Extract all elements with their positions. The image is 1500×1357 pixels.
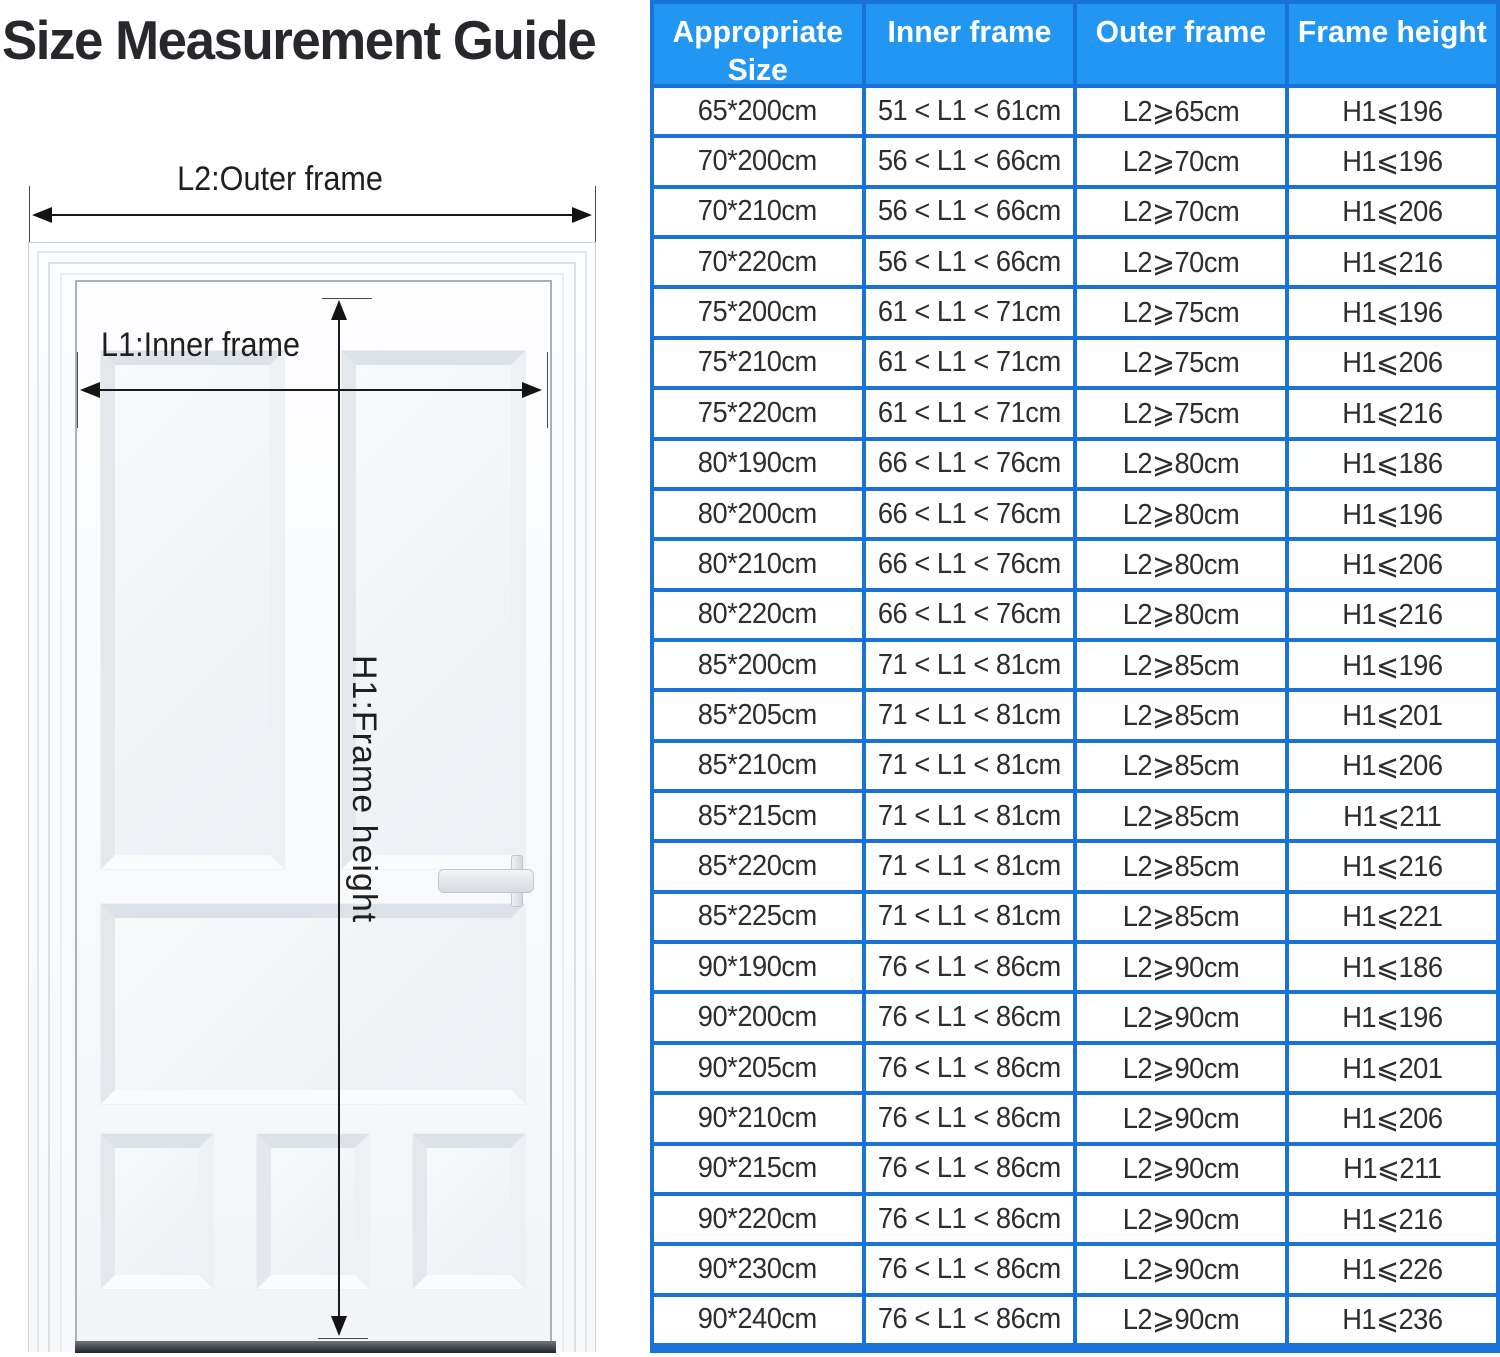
table-cell: 80*190cm (654, 441, 862, 487)
table-cell: H1⩽206 (1289, 743, 1497, 789)
table-cell: L2⩾70cm (1077, 189, 1285, 235)
door-panel-bottom-right (413, 1134, 525, 1289)
h1-arrowhead-down (331, 1316, 347, 1336)
l1-arrowhead-right (522, 382, 542, 398)
table-cell: 90*205cm (654, 1045, 862, 1091)
table-cell: 76 < L1 < 86cm (866, 1246, 1074, 1292)
h1-tick-bottom (318, 1338, 368, 1339)
table-cell: L2⩾90cm (1077, 1045, 1285, 1091)
table-cell: L2⩾80cm (1077, 441, 1285, 487)
table-cell: 51 < L1 < 61cm (866, 88, 1074, 134)
frame-height-label: H1:Frame height (345, 655, 383, 924)
table-cell: 75*200cm (654, 289, 862, 335)
table-cell: L2⩾90cm (1077, 1146, 1285, 1192)
table-cell: 76 < L1 < 86cm (866, 1196, 1074, 1242)
table-cell: H1⩽216 (1289, 1196, 1497, 1242)
table-cell: L2⩾90cm (1077, 994, 1285, 1040)
table-cell: 76 < L1 < 86cm (866, 994, 1074, 1040)
l2-arrowhead-left (32, 207, 52, 223)
table-cell: L2⩾85cm (1077, 793, 1285, 839)
table-cell: 61 < L1 < 71cm (866, 390, 1074, 436)
door-panel-middle (101, 904, 525, 1104)
table-cell: 90*200cm (654, 994, 862, 1040)
table-cell: L2⩾70cm (1077, 239, 1285, 285)
table-cell: 61 < L1 < 71cm (866, 340, 1074, 386)
header-cell-col4: Frame height (1289, 4, 1497, 84)
table-cell: H1⩽186 (1289, 441, 1497, 487)
table-cell: 85*220cm (654, 843, 862, 889)
table-cell: 76 < L1 < 86cm (866, 1045, 1074, 1091)
table-cell: L2⩾90cm (1077, 944, 1285, 990)
table-cell: 71 < L1 < 81cm (866, 793, 1074, 839)
table-cell: L2⩾85cm (1077, 894, 1285, 940)
door-panel-bottom-left (101, 1134, 213, 1289)
door-panel-top-left (101, 351, 284, 869)
table-cell: 75*210cm (654, 340, 862, 386)
page-title: Size Measurement Guide (2, 9, 596, 71)
table-cell: 76 < L1 < 86cm (866, 1297, 1074, 1343)
l1-tick-right (547, 352, 548, 428)
table-cell: 90*240cm (654, 1297, 862, 1343)
table-cell: 71 < L1 < 81cm (866, 743, 1074, 789)
table-cell: L2⩾85cm (1077, 692, 1285, 738)
table-cell: L2⩾70cm (1077, 138, 1285, 184)
table-cell: 85*215cm (654, 793, 862, 839)
table-cell: L2⩾85cm (1077, 642, 1285, 688)
table-cell: H1⩽206 (1289, 189, 1497, 235)
table-cell: 76 < L1 < 86cm (866, 1146, 1074, 1192)
table-cell: L2⩾75cm (1077, 340, 1285, 386)
table-cell: H1⩽196 (1289, 491, 1497, 537)
table-cell: 56 < L1 < 66cm (866, 138, 1074, 184)
table-cell: 90*230cm (654, 1246, 862, 1292)
table-cell: L2⩾65cm (1077, 88, 1285, 134)
table-cell: H1⩽196 (1289, 138, 1497, 184)
table-cell: L2⩾90cm (1077, 1095, 1285, 1141)
table-cell: 71 < L1 < 81cm (866, 642, 1074, 688)
outer-frame-label: L2:Outer frame (177, 160, 383, 198)
table-cell: H1⩽226 (1289, 1246, 1497, 1292)
table-cell: L2⩾85cm (1077, 843, 1285, 889)
header-cell-col1: Appropriate Size (654, 4, 862, 84)
table-cell: H1⩽206 (1289, 541, 1497, 587)
table-cell: H1⩽201 (1289, 692, 1497, 738)
table-cell: H1⩽216 (1289, 843, 1497, 889)
table-cell: 75*220cm (654, 390, 862, 436)
table-cell: L2⩾80cm (1077, 592, 1285, 638)
header-cell-col3: Outer frame (1077, 4, 1285, 84)
h1-tick-top (322, 298, 372, 299)
table-cell: H1⩽211 (1289, 793, 1497, 839)
l2-arrowhead-right (572, 207, 592, 223)
table-cell: L2⩾90cm (1077, 1196, 1285, 1242)
table-cell: 90*190cm (654, 944, 862, 990)
table-cell: H1⩽196 (1289, 994, 1497, 1040)
size-table (650, 0, 1500, 1353)
door-illustration (28, 242, 596, 1352)
table-cell: 61 < L1 < 71cm (866, 289, 1074, 335)
door-panel-bottom-center (257, 1134, 369, 1289)
l1-arrowhead-left (80, 382, 100, 398)
table-cell: 90*210cm (654, 1095, 862, 1141)
table-cell: L2⩾90cm (1077, 1297, 1285, 1343)
table-cell: 76 < L1 < 86cm (866, 1095, 1074, 1141)
table-cell: H1⩽211 (1289, 1146, 1497, 1192)
table-cell: 85*200cm (654, 642, 862, 688)
table-cell: 80*220cm (654, 592, 862, 638)
table-cell: H1⩽206 (1289, 340, 1497, 386)
l2-tick-right (595, 186, 596, 244)
door-threshold (75, 1341, 556, 1353)
table-cell: 80*200cm (654, 491, 862, 537)
table-cell: H1⩽216 (1289, 239, 1497, 285)
table-cell: L2⩾75cm (1077, 289, 1285, 335)
table-cell: 66 < L1 < 76cm (866, 441, 1074, 487)
table-cell: H1⩽206 (1289, 1095, 1497, 1141)
header-cell-col2: Inner frame (866, 4, 1074, 84)
door-handle (438, 869, 534, 893)
table-cell: 66 < L1 < 76cm (866, 592, 1074, 638)
table-cell: 90*220cm (654, 1196, 862, 1242)
table-cell: H1⩽216 (1289, 390, 1497, 436)
l1-tick-left (77, 352, 78, 428)
table-cell: 70*210cm (654, 189, 862, 235)
l2-tick-left (29, 186, 30, 244)
table-cell: L2⩾80cm (1077, 541, 1285, 587)
l2-dimension-line (40, 214, 586, 216)
table-cell: H1⩽216 (1289, 592, 1497, 638)
l1-dimension-line (88, 389, 536, 391)
table-cell: 66 < L1 < 76cm (866, 541, 1074, 587)
table-cell: 56 < L1 < 66cm (866, 239, 1074, 285)
table-cell: L2⩾90cm (1077, 1246, 1285, 1292)
table-cell: 66 < L1 < 76cm (866, 491, 1074, 537)
table-cell: 71 < L1 < 81cm (866, 692, 1074, 738)
table-cell: L2⩾85cm (1077, 743, 1285, 789)
table-cell: H1⩽196 (1289, 88, 1497, 134)
table-cell: 90*215cm (654, 1146, 862, 1192)
inner-frame-label: L1:Inner frame (101, 326, 301, 364)
table-cell: L2⩾80cm (1077, 491, 1285, 537)
table-cell: 70*220cm (654, 239, 862, 285)
table-cell: 71 < L1 < 81cm (866, 843, 1074, 889)
h1-arrowhead-up (331, 300, 347, 320)
table-cell: H1⩽221 (1289, 894, 1497, 940)
table-cell: H1⩽196 (1289, 642, 1497, 688)
table-cell: 85*225cm (654, 894, 862, 940)
table-cell: 71 < L1 < 81cm (866, 894, 1074, 940)
table-cell: H1⩽186 (1289, 944, 1497, 990)
table-cell: 85*210cm (654, 743, 862, 789)
table-cell: 80*210cm (654, 541, 862, 587)
table-cell: 76 < L1 < 86cm (866, 944, 1074, 990)
table-cell: 65*200cm (654, 88, 862, 134)
h1-dimension-line (338, 304, 340, 1334)
table-cell: H1⩽201 (1289, 1045, 1497, 1091)
table-cell: H1⩽196 (1289, 289, 1497, 335)
table-cell: 56 < L1 < 66cm (866, 189, 1074, 235)
table-cell: H1⩽236 (1289, 1297, 1497, 1343)
table-cell: 85*205cm (654, 692, 862, 738)
table-cell: 70*200cm (654, 138, 862, 184)
table-cell: L2⩾75cm (1077, 390, 1285, 436)
